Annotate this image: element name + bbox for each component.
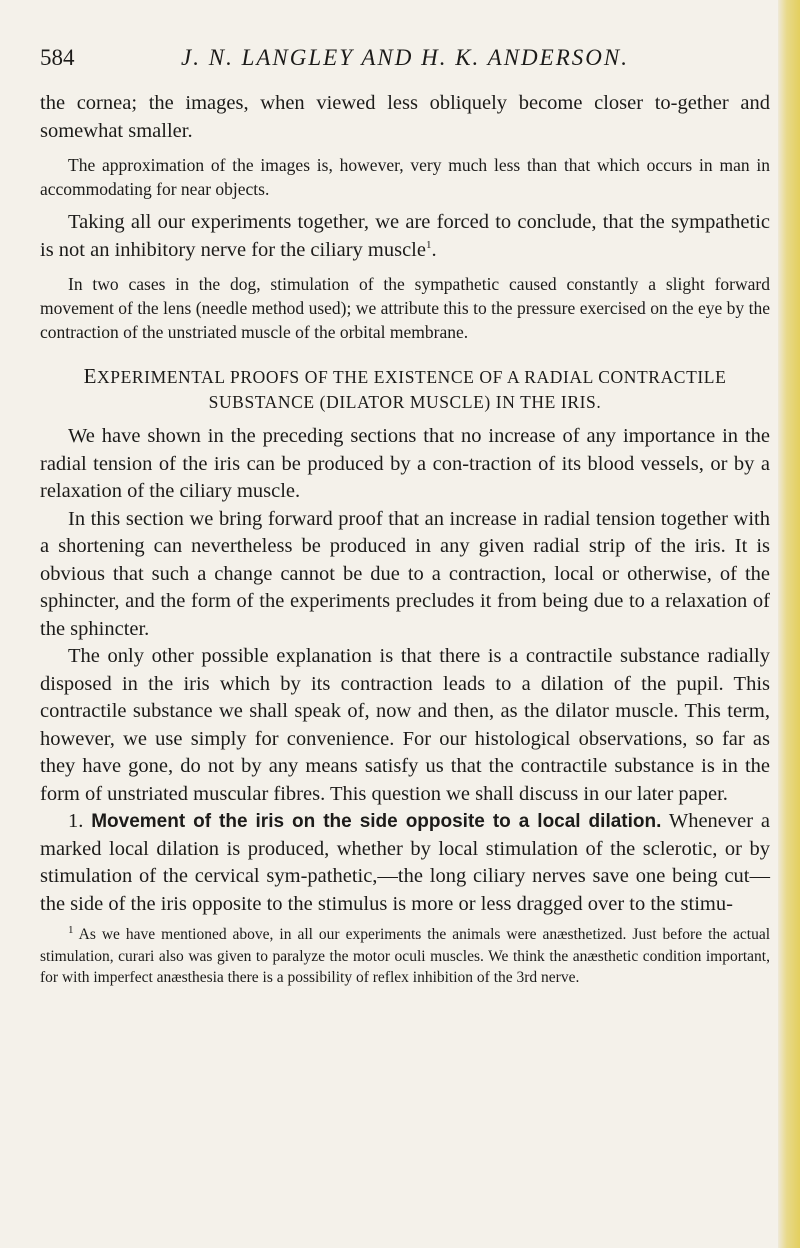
paragraph-8 bbox=[40, 808, 770, 918]
paragraph-3-text: Taking all our experiments together, we are forced to conclude, that the sympathetic is not an inhibitory nerve for the ciliary muscle bbox=[40, 211, 770, 261]
footnote bbox=[40, 924, 770, 989]
paragraph-3-end: . bbox=[431, 238, 437, 261]
paragraph-5: We have shown in the preceding sections that no increase of any importance in the radial tension of the iris can be produced by a con-traction of its blood vessels, or by a relaxation of the ciliary muscle. bbox=[40, 425, 770, 502]
paragraph-4: In two cases in the dog, stimulation of the sympathetic caused constantly a slight forward movement of the lens (needle method used); we attribute this to the pressure exercised on the eye by the contraction of the unstriated muscle of the orbital membrane. bbox=[40, 274, 770, 342]
paragraph-6: In this section we bring forward proof that an increase in radial tension together with a shortening can nevertheless be produced in any given radial strip of the iris. It is obvious that such a change cannot be due to a contraction, local or otherwise, of the sphincter, and the form of the experiments precludes it from being due to a relaxation of the sphincter. bbox=[40, 507, 770, 640]
footnote-mark: 1 bbox=[68, 923, 74, 936]
paragraph-3 bbox=[40, 209, 770, 264]
page-body bbox=[40, 90, 770, 989]
subsection-number: 1. bbox=[68, 810, 84, 832]
paragraph-1: the cornea; the images, when viewed less obliquely become closer to-gether and somewhat smaller. bbox=[40, 92, 770, 142]
running-title: J. N. LANGLEY AND H. K. ANDERSON. bbox=[181, 45, 629, 70]
page-number: 584 bbox=[40, 45, 75, 70]
paragraph-8-text: Whenever a marked local dilation is produced, whether by local stimulation of the sclerotic, or by stimulation of the cervical sym-pathetic,—the long ciliary nerves save one being cut—the side of the iris opposite to the stimulus is more or less dragged over to the stimu- bbox=[40, 810, 771, 915]
footnote-text: As we have mentioned above, in all our experiments the animals were anæsthetized. Just before the actual stimulation, curari also was given to paralyze the motor oculi muscles. We think the anæsthetic condition important, for with imperfect anæsthesia there is a possibility of reflex inhibition of the 3rd nerve. bbox=[40, 926, 770, 986]
subsection-title: Movement of the iris on the side opposite to a local dilation. bbox=[91, 811, 662, 832]
heading-line-1: XPERIMENTAL PROOFS OF THE EXISTENCE OF A RADIAL CONTRACTILE bbox=[97, 367, 727, 387]
book-page bbox=[40, 40, 770, 989]
running-header bbox=[40, 40, 770, 76]
page-edge bbox=[778, 0, 800, 1248]
footnote-reference: 1 bbox=[425, 238, 432, 251]
heading-initial: E bbox=[83, 364, 98, 388]
paragraph-7: The only other possible explanation is that there is a contractile substance radially disposed in the iris which by its contraction leads to a dilation of the pupil. This contractile substance we shall speak of, now and then, as the dilator muscle. This term, however, we use simply for convenience. For our histological observations, so far as they have gone, do not by any means satisfy us that the contractile substance is in the form of unstriated muscular fibres. This question we shall discuss in our later paper. bbox=[40, 645, 770, 805]
paragraph-2: The approximation of the images is, however, very much less than that which occurs in man in accommodating for near objects. bbox=[40, 155, 770, 199]
heading-line-2: SUBSTANCE (DILATOR MUSCLE) IN THE IRIS. bbox=[208, 392, 602, 412]
section-heading bbox=[40, 364, 770, 415]
